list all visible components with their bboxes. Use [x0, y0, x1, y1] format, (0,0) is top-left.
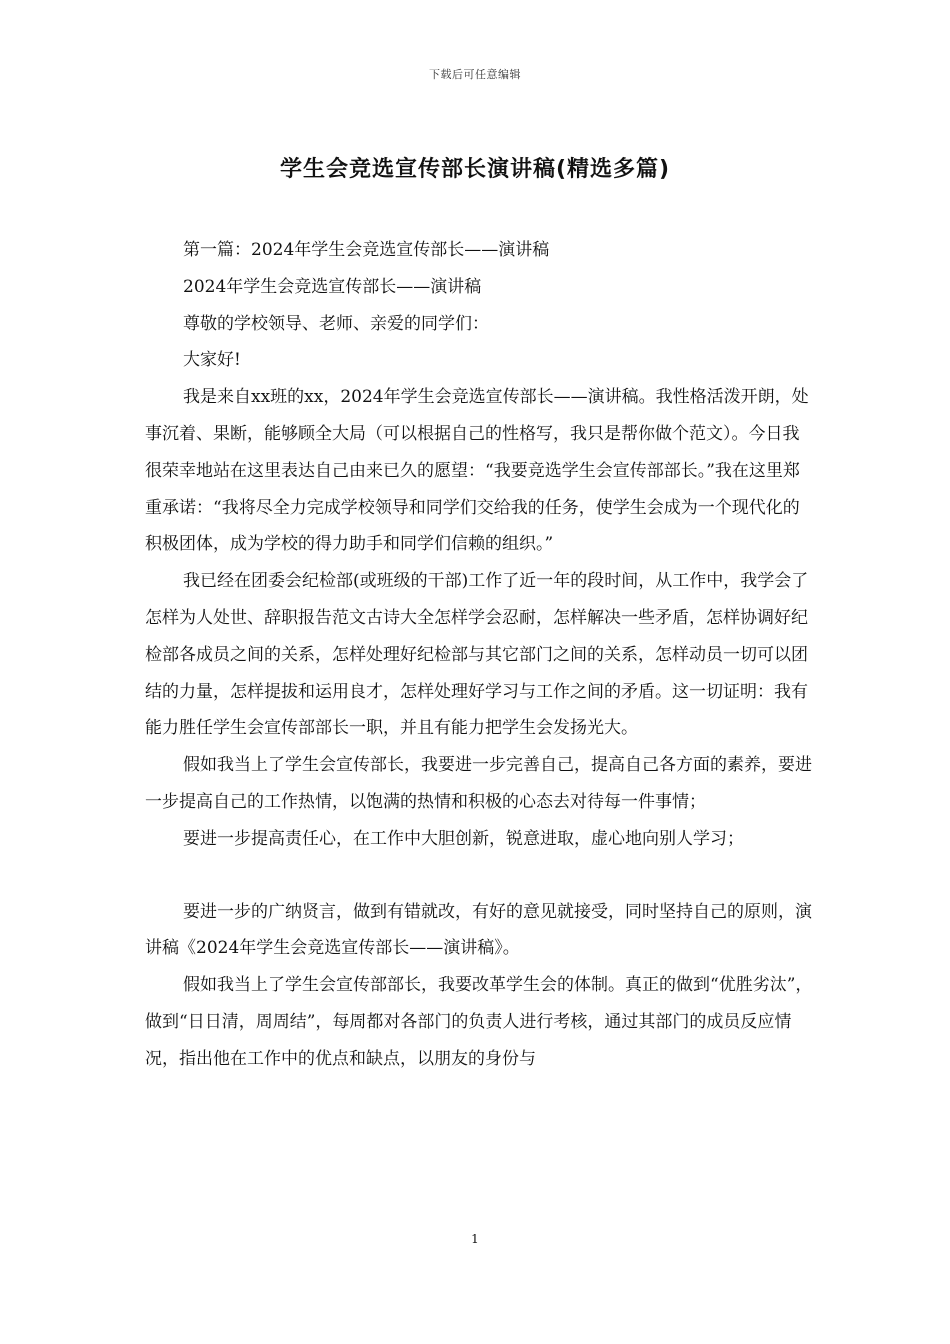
paragraph: 尊敬的学校领导、老师、亲爱的同学们： — [183, 313, 489, 334]
paragraph: 要进一步的广纳贤言，做到有错就改，有好的意见就接受，同时坚持自己的原则，演讲稿《2024年学生会竞选宣传部长——演讲稿》。 — [145, 901, 812, 959]
paragraph: 大家好! — [183, 350, 241, 371]
page-number: 1 — [471, 1232, 479, 1246]
paragraph: 要进一步提高责任心，在工作中大胆创新，锐意进取，虚心地向别人学习； — [183, 828, 744, 849]
header-note: 下载后可任意编辑 — [429, 68, 521, 81]
paragraph: 假如我当上了学生会宣传部部长，我要改革学生会的体制。真正的做到“优胜劣汰”，做到“日日清，周周结”，每周都对各部门的负责人进行考核，通过其部门的成员反应情况，指出他在工作中的优点和缺点，以朋友的身份与 — [145, 975, 813, 1069]
document-title: 学生会竞选宣传部长演讲稿(精选多篇) — [279, 157, 671, 182]
paragraph: 假如我当上了学生会宣传部长，我要进一步完善自己，提高自己各方面的素养，要进一步提高自己的工作热情，以饱满的热情和积极的心态去对待每一件事情； — [145, 755, 812, 812]
paragraph: 我是来自xx班的xx，2024年学生会竞选宣传部长——演讲稿。我性格活泼开朗，处事沉着、果断，能够顾全大局（可以根据自己的性格写，我只是帮你做个范文）。今日我很荣幸地站在这里表达自己由来已久的愿望：“我要竞选学生会宣传部部长。”我在这里郑重承诺：“我将尽全力完成学校领导和同学们交给我的任务，使学生会成为一个现代化的积极团体，成为学校的得力助手和同学们信赖的组织。” — [145, 387, 809, 555]
paragraph: 第一篇：2024年学生会竞选宣传部长——演讲稿 — [183, 240, 550, 260]
document-body — [145, 232, 815, 1078]
paragraph: 2024年学生会竞选宣传部长——演讲稿 — [183, 276, 482, 297]
paragraph: 我已经在团委会纪检部(或班级的干部)工作了近一年的段时间，从工作中，我学会了怎样为人处世、辞职报告范文古诗大全怎样学会忍耐，怎样解决一些矛盾，怎样协调好纪检部各成员之间的关系，怎样处理好纪检部与其它部门之间的关系，怎样动员一切可以团结的力量，怎样提拔和运用良才，怎样处理好学习与工作之间的矛盾。这一切证明：我有能力胜任学生会宣传部部长一职，并且有能力把学生会发扬光大。 — [145, 571, 809, 739]
